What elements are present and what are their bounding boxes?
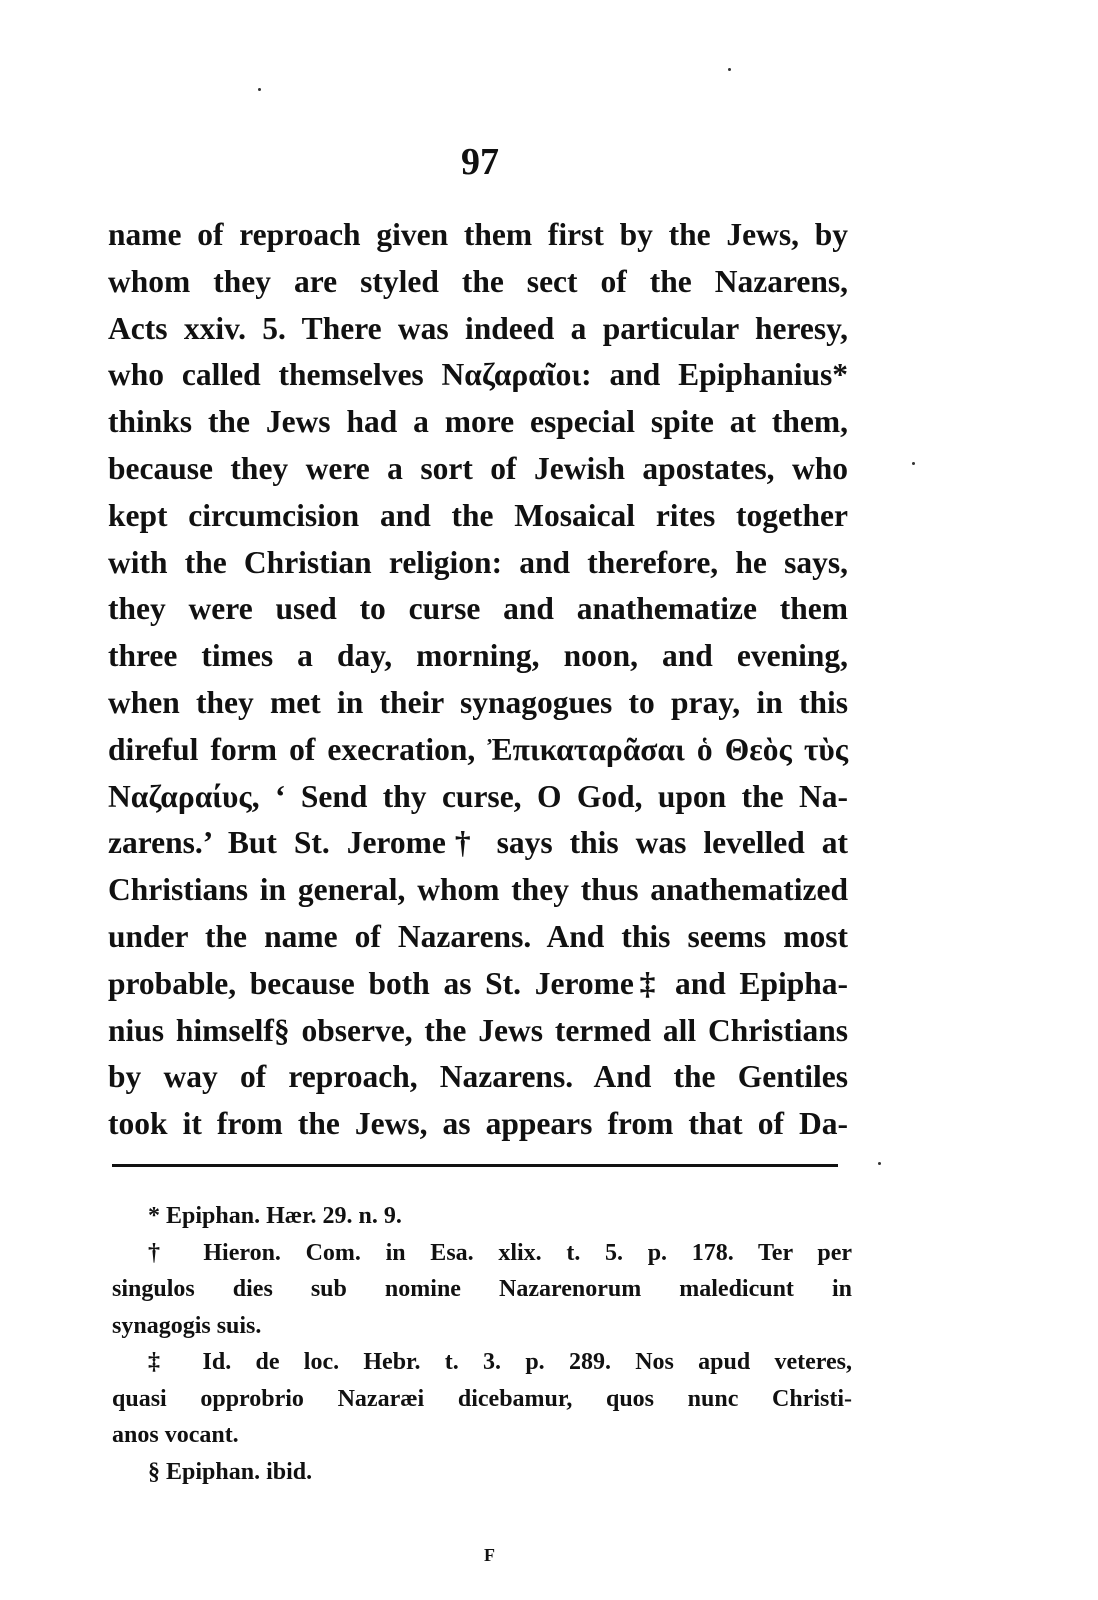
footnote-2-line-3: synagogis suis. xyxy=(112,1312,262,1339)
signature-mark: F xyxy=(484,1545,496,1565)
footnotes xyxy=(112,1198,852,1490)
text-line: who called themselves Ναζαραῖοι: and Epiphanius* xyxy=(108,357,848,393)
text-line: direful form of execration, Ἐπικαταρᾶσαι ὁ Θεὸς τὺς xyxy=(108,731,848,767)
paper-speck xyxy=(258,88,261,91)
text-line: thinks the Jews had a more especial spite at them, xyxy=(108,404,848,440)
text-line: whom they are styled the sect of the Nazarens, xyxy=(108,263,848,299)
text-line: because they were a sort of Jewish apostates, who xyxy=(108,450,848,486)
text-line: with the Christian religion: and therefore, he says, xyxy=(108,544,848,580)
footnote-2-line-2: singulos dies sub nomine Nazarenorum maledicunt in xyxy=(112,1276,852,1302)
main-text xyxy=(108,212,848,1148)
text-line: three times a day, morning, noon, and evening, xyxy=(108,638,848,674)
footnote-1: * Epiphan. Hær. 29. n. 9. xyxy=(148,1203,402,1229)
text-line: by way of reproach, Nazarens. And the Gentiles xyxy=(108,1059,848,1095)
footnote-3-line-3: anos vocant. xyxy=(112,1422,239,1448)
paper-speck xyxy=(878,1162,881,1165)
text-line: Christians in general, whom they thus anathematized xyxy=(108,872,848,908)
page-number: 97 xyxy=(461,141,499,183)
paper-speck xyxy=(728,68,731,71)
text-line: Ναζαραίυς, ‘ Send thy curse, O God, upon the Na- xyxy=(108,778,848,814)
text-line: took it from the Jews, as appears from that of Da- xyxy=(108,1106,848,1142)
text-line: when they met in their synagogues to pray, in this xyxy=(108,684,848,720)
footnote-3-line-2: quasi opprobrio Nazaræi dicebamur, quos nunc Christi- xyxy=(112,1385,852,1412)
text-line: kept circumcision and the Mosaical rites together xyxy=(108,497,848,533)
paper-speck xyxy=(912,462,915,465)
text-line: Acts xxiv. 5. There was indeed a particular heresy, xyxy=(108,310,848,346)
footnote-2-line-1: † Hieron. Com. in Esa. xlix. t. 5. p. 178. Ter per xyxy=(148,1239,852,1266)
text-line: probable, because both as St. Jerome‡ and Epipha- xyxy=(108,965,848,1001)
text-line: name of reproach given them first by the Jews, by xyxy=(108,217,848,252)
text-line: zarens.’ But St. Jerome† says this was levelled at xyxy=(108,825,848,861)
footnote-3-line-1: ‡ Id. de loc. Hebr. t. 3. p. 289. Nos apud veteres, xyxy=(148,1349,852,1375)
footnote-rule xyxy=(112,1164,838,1167)
text-line: nius himself§ observe, the Jews termed all Christians xyxy=(108,1012,848,1048)
footnote-4: § Epiphan. ibid. xyxy=(148,1458,313,1485)
text-line: they were used to curse and anathematize them xyxy=(108,591,848,627)
text-line: under the name of Nazarens. And this seems most xyxy=(108,918,848,954)
